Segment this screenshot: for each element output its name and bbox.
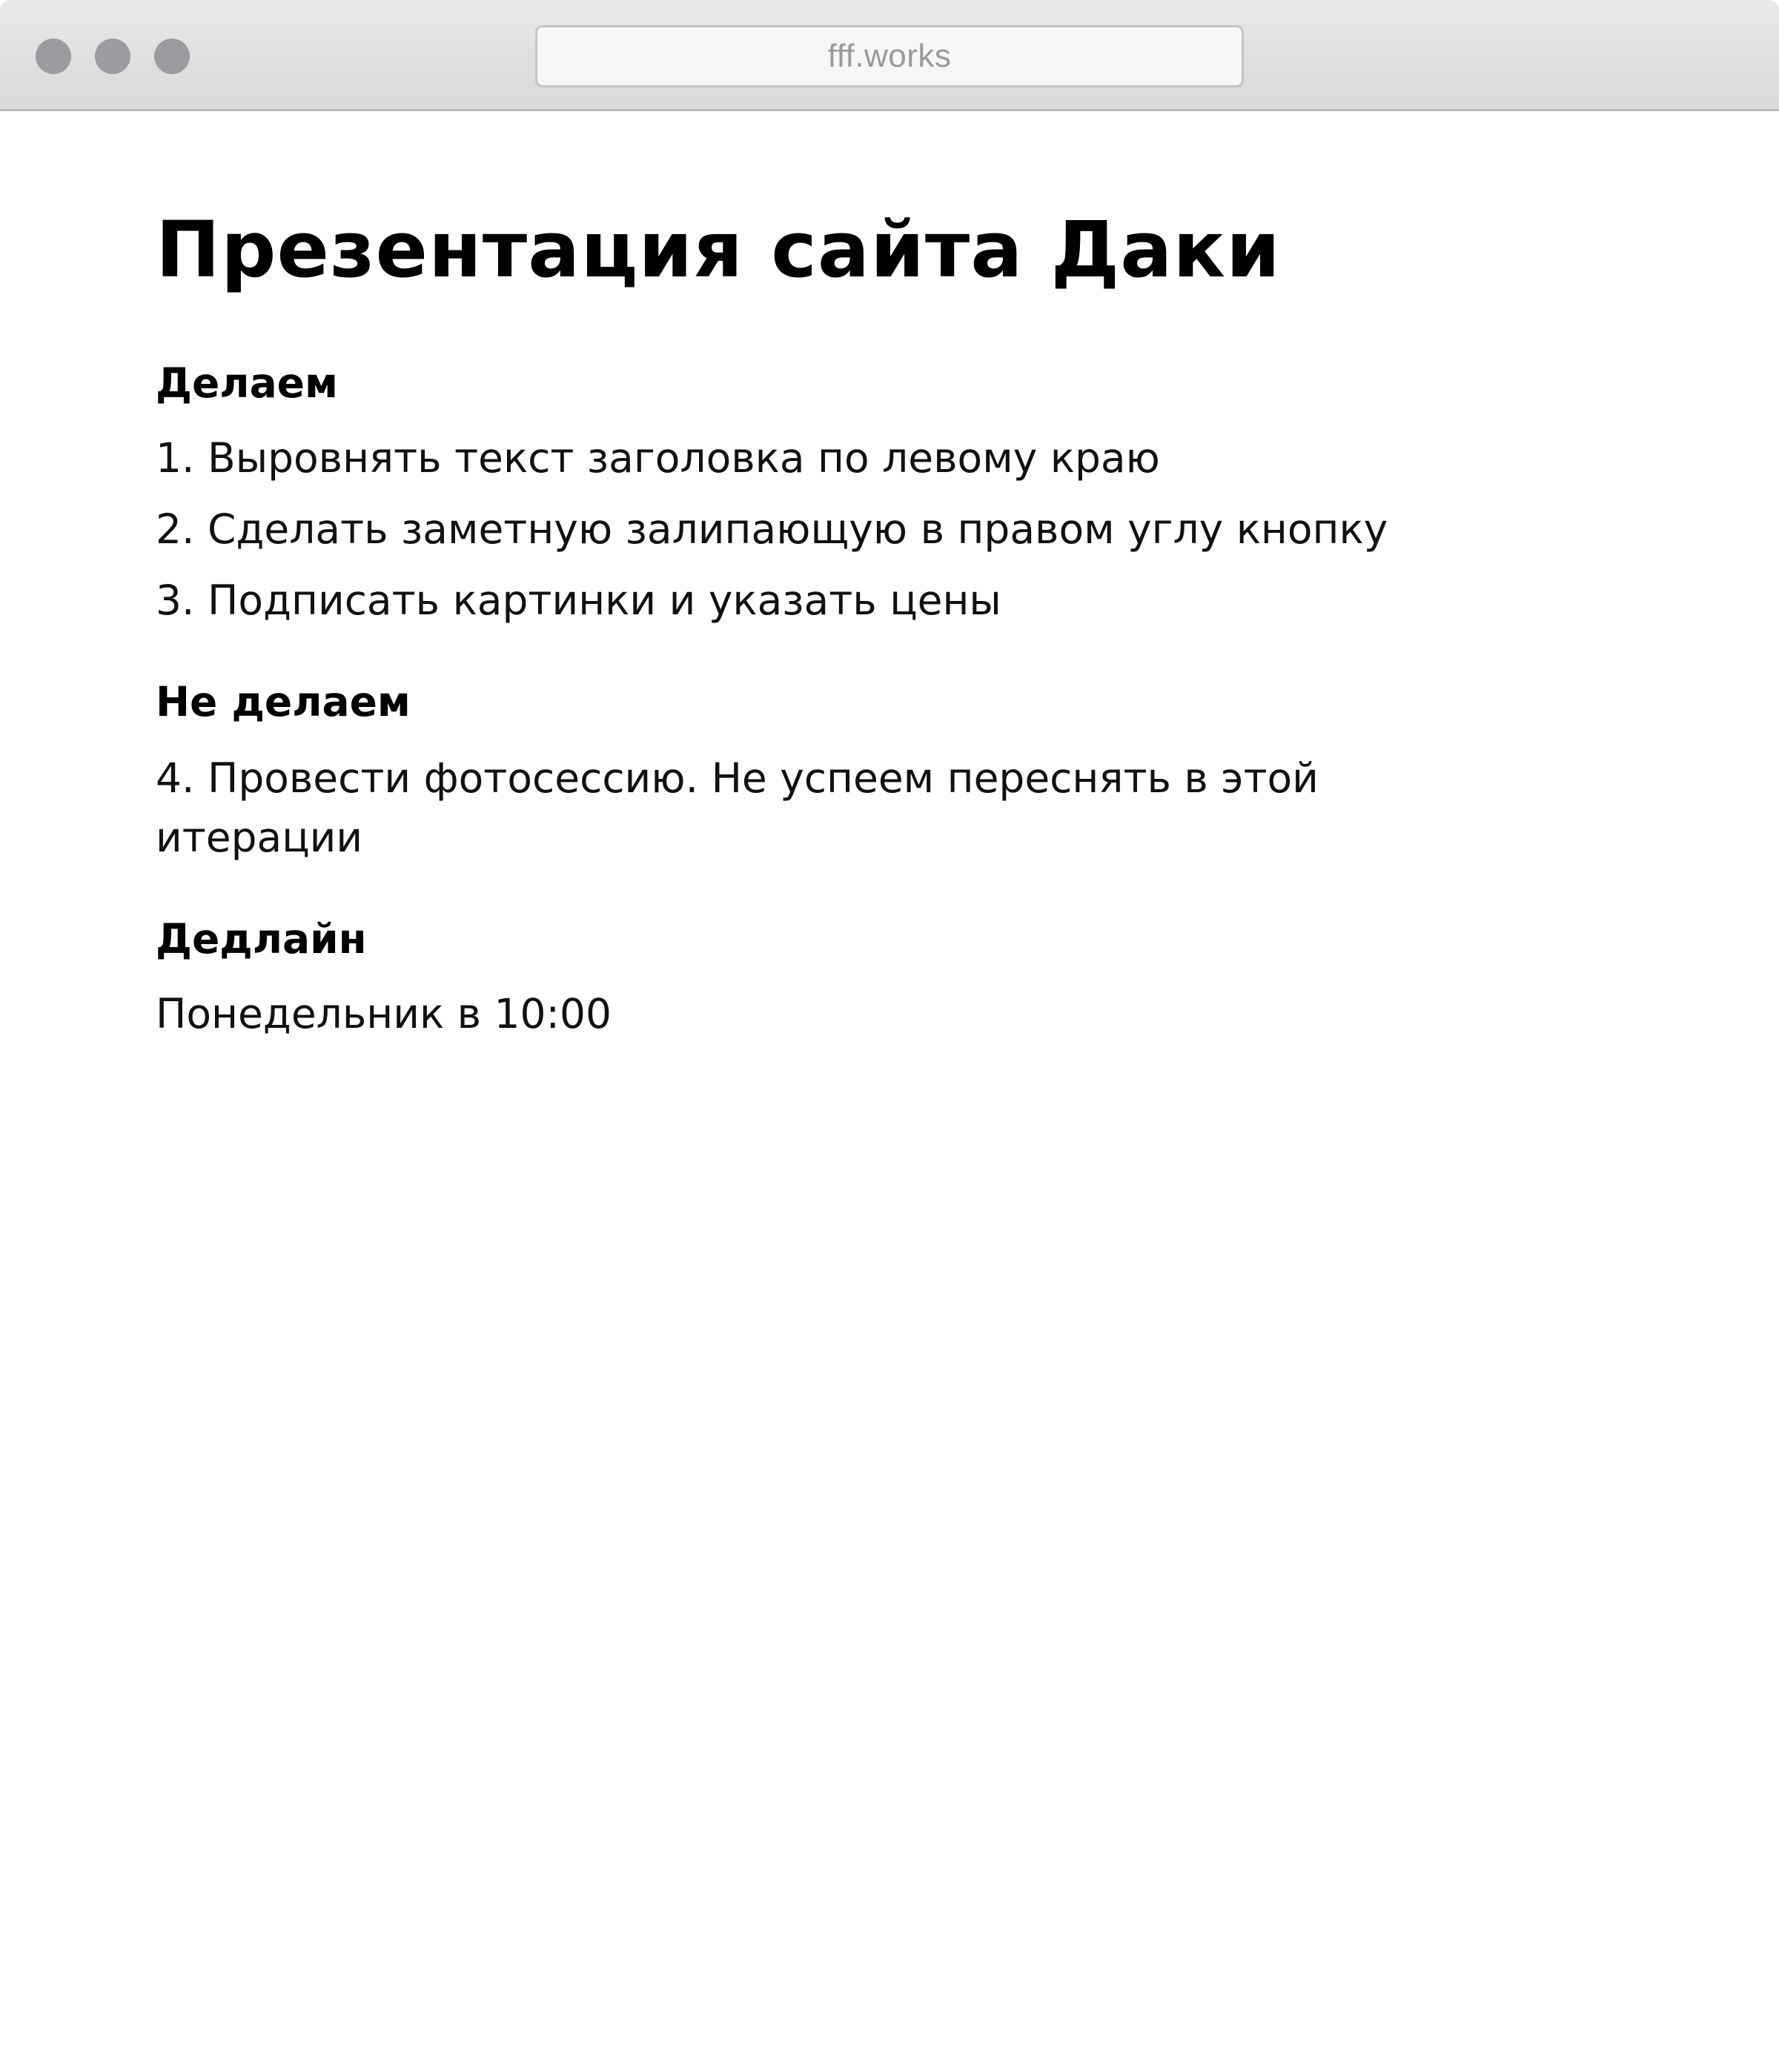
page-title: Презентация сайта Даки xyxy=(156,205,1281,295)
list-item: 1. Выровнять текст заголовка по левому краю xyxy=(156,434,1160,482)
section-heading-deadline: Дедлайн xyxy=(156,915,367,963)
list-item: 4. Провести фотосессию. Не успеем переснять в этой итерации xyxy=(156,754,1319,861)
address-bar[interactable] xyxy=(535,25,1244,87)
section-heading-dont: Не делаем xyxy=(156,678,411,725)
deadline-text: Понедельник в 10:00 xyxy=(156,990,612,1037)
close-window-button[interactable] xyxy=(36,39,71,74)
section-heading-do: Делаем xyxy=(156,359,338,407)
zoom-window-button[interactable] xyxy=(154,39,190,74)
list-item: 3. Подписать картинки и указать цены xyxy=(156,577,1001,624)
minimize-window-button[interactable] xyxy=(95,39,130,74)
address-url: fff.works xyxy=(827,38,952,74)
list-item: 2. Сделать заметную залипающую в правом углу кнопку xyxy=(156,505,1388,553)
browser-titlebar xyxy=(0,0,1779,111)
